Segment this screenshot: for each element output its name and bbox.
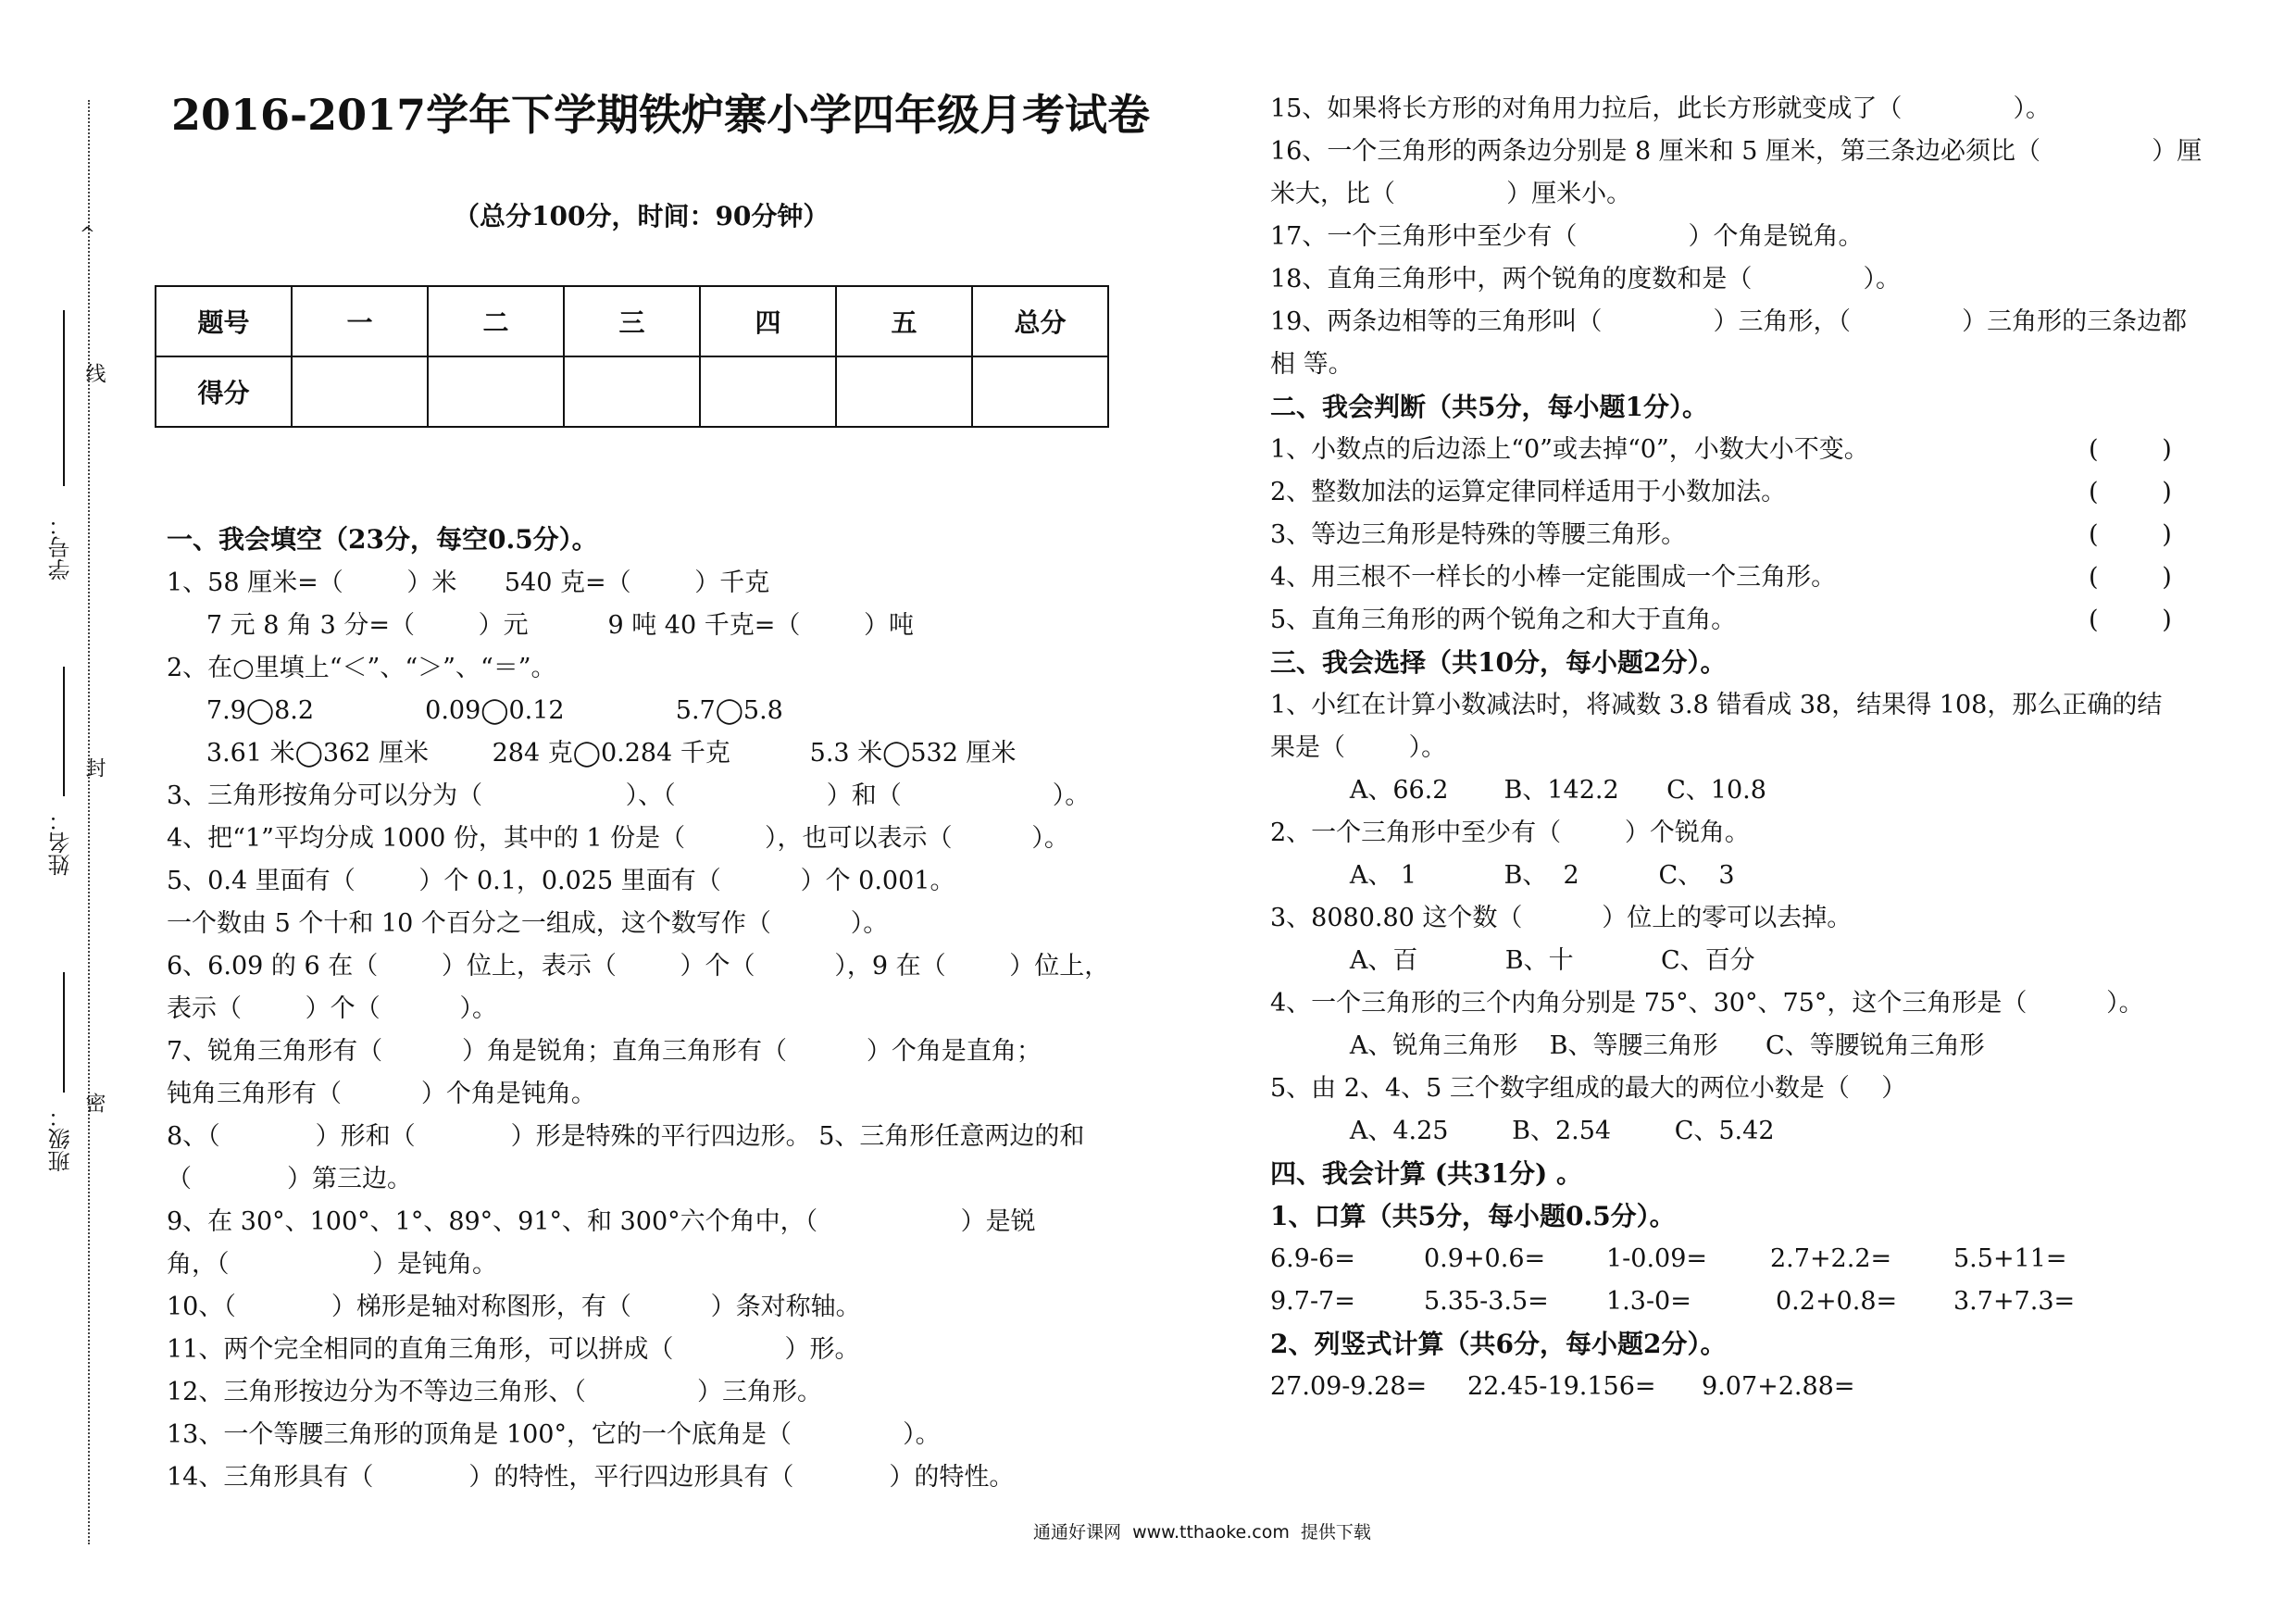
oral-calc-item: 1.3-0= [1606, 1287, 1691, 1316]
judge-item: 1、小数点的后边添上“0”或去掉“0”，小数大小不变。 [1270, 435, 1869, 464]
score-cell: 二 [428, 286, 564, 356]
vertical-calc-item: 22.45-19.156= [1467, 1372, 1656, 1401]
question-line: （ ）第三边。 [167, 1165, 412, 1193]
vertical-calc-item: 9.07+2.88= [1702, 1372, 1855, 1401]
question-line: 9、在 30°、100°、1°、89°、91°、和 300°六个角中，（ ）是锐 [167, 1207, 1036, 1236]
question-line: 7 元 8 角 3 分=（ ）元 9 吨 40 千克=（ ）吨 [167, 611, 915, 640]
question-line: 14、三角形具有（ ）的特性，平行四边形具有（ ）的特性。 [167, 1463, 1015, 1492]
choice-options: A、百 B、十 C、百分 [1270, 946, 1755, 975]
question-line: 钝角三角形有（ ）个角是钝角。 [167, 1080, 596, 1108]
question-line: 3.61 米◯362 厘米 284 克◯0.284 千克 5.3 米◯532 厘米 [167, 739, 1017, 768]
question-line: 4、一个三角形的三个内角分别是 75°、30°、75°，这个三角形是（ ）。 [1270, 989, 2144, 1018]
name-blank[interactable] [63, 667, 65, 796]
score-input-cell[interactable] [564, 356, 700, 427]
footer-source: 通通好课网 www.tthaoke.com 提供下载 [1033, 1522, 1371, 1543]
oral-calc-item: 2.7+2.2= [1770, 1244, 1892, 1273]
judge-item: 5、直角三角形的两个锐角之和大于直角。 [1270, 606, 1737, 634]
margin-arrow: ^ [80, 222, 95, 244]
student-id-label: 学号： [48, 514, 74, 581]
oral-calc-item: 1-0.09= [1606, 1244, 1708, 1273]
question-line: 1、58 厘米=（ ）米 540 克=（ ）千克 [167, 568, 770, 597]
question-line: 果是（ ）。 [1270, 733, 1447, 762]
question-line: 13、一个等腰三角形的顶角是 100°，它的一个底角是（ ）。 [167, 1420, 941, 1449]
question-line: 3、8080.80 这个数（ ）位上的零可以去掉。 [1270, 904, 1853, 932]
question-line: 17、一个三角形中至少有（ ）个角是锐角。 [1270, 222, 1864, 251]
question-line: 米大，比（ ）厘米小。 [1270, 180, 1632, 208]
answer-paren[interactable]: ( ) [2089, 478, 2172, 506]
question-line: 一个数由 5 个十和 10 个百分之一组成，这个数写作（ ）。 [167, 909, 889, 938]
choice-options: A、 1 B、 2 C、 3 [1270, 861, 1735, 890]
score-table-header-row [156, 286, 1108, 356]
section4-heading: 四、我会计算 (共31分) 。 [1270, 1158, 1582, 1189]
oral-calc-item: 3.7+7.3= [1953, 1287, 2076, 1316]
score-cell: 一 [292, 286, 428, 356]
margin-word-feng: 封 [82, 757, 106, 778]
vertical-calc-heading: 2、列竖式计算（共6分，每小题2分）。 [1270, 1329, 1727, 1359]
question-line: 3、三角形按角分可以分为（ ）、（ ）和（ ）。 [167, 781, 1091, 810]
answer-paren[interactable]: ( ) [2089, 606, 2172, 634]
score-cell: 五 [836, 286, 972, 356]
question-line: 7、锐角三角形有（ ）角是锐角；直角三角形有（ ）个角是直角； [167, 1037, 1042, 1066]
score-input-cell[interactable] [292, 356, 428, 427]
question-line: 表示（ ）个（ ）。 [167, 994, 497, 1023]
class-blank[interactable] [63, 972, 65, 1093]
question-line: 15、如果将长方形的对角用力拉后，此长方形就变成了（ ）。 [1270, 94, 2052, 123]
question-line: 5、0.4 里面有（ ）个 0.1，0.025 里面有（ ）个 0.001。 [167, 867, 955, 895]
oral-calc-heading: 1、口算（共5分，每小题0.5分）。 [1270, 1201, 1676, 1231]
score-cell: 题号 [156, 286, 292, 356]
question-line: 2、一个三角形中至少有（ ）个锐角。 [1270, 818, 1750, 847]
question-line: 1、小红在计算小数减法时，将减数 3.8 错看成 38，结果得 108，那么正确的结 [1270, 691, 2163, 719]
section3-heading: 三、我会选择（共10分，每小题2分）。 [1270, 647, 1727, 678]
question-line: 相 等。 [1270, 350, 1354, 379]
judge-item: 3、等边三角形是特殊的等腰三角形。 [1270, 520, 1687, 549]
score-cell: 四 [700, 286, 836, 356]
question-line: 11、两个完全相同的直角三角形，可以拼成（ ）形。 [167, 1335, 860, 1364]
binding-dotted-line [88, 100, 90, 1544]
choice-options: A、锐角三角形 B、等腰三角形 C、等腰锐角三角形 [1270, 1031, 1985, 1060]
section1-heading: 一、我会填空（23分，每空0.5分）。 [167, 524, 598, 555]
oral-calc-item: 5.5+11= [1953, 1244, 2067, 1273]
oral-calc-item: 9.7-7= [1270, 1287, 1355, 1316]
judge-item: 2、整数加法的运算定律同样适用于小数加法。 [1270, 478, 1787, 506]
choice-options: A、66.2 B、142.2 C、10.8 [1270, 776, 1766, 805]
student-id-blank[interactable] [63, 310, 65, 486]
question-line: 5、由 2、4、5 三个数字组成的最大的两位小数是（ ） [1270, 1074, 1907, 1103]
oral-calc-item: 0.9+0.6= [1424, 1244, 1546, 1273]
choice-options: A、4.25 B、2.54 C、5.42 [1270, 1117, 1775, 1145]
question-line: 4、把“1”平均分成 1000 份，其中的 1 份是（ ），也可以表示（ ）。 [167, 824, 1069, 853]
margin-word-mi: 密 [82, 1093, 106, 1113]
exam-title: 2016-2017学年下学期铁炉寨小学四年级月考试卷 [171, 90, 1151, 140]
question-line: 10、（ ）梯形是轴对称图形，有（ ）条对称轴。 [167, 1293, 861, 1321]
judge-item: 4、用三根不一样长的小棒一定能围成一个三角形。 [1270, 563, 1837, 592]
score-table-score-row [156, 356, 1108, 427]
answer-paren[interactable]: ( ) [2089, 563, 2172, 592]
question-line: 18、直角三角形中，两个锐角的度数和是（ ）。 [1270, 265, 1902, 294]
section2-heading: 二、我会判断（共5分，每小题1分）。 [1270, 392, 1708, 422]
answer-paren[interactable]: ( ) [2089, 520, 2172, 549]
score-cell: 得分 [156, 356, 292, 427]
question-line: 2、在○里填上“＜”、“＞”、“＝”。 [167, 654, 556, 682]
score-cell: 三 [564, 286, 700, 356]
question-line: 19、两条边相等的三角形叫（ ）三角形，（ ）三角形的三条边都 [1270, 307, 2188, 336]
score-table [155, 285, 1109, 428]
oral-calc-item: 0.2+0.8= [1776, 1287, 1898, 1316]
question-line: 16、一个三角形的两条边分别是 8 厘米和 5 厘米，第三条边必须比（ ）厘 [1270, 137, 2202, 166]
question-line: 7.9◯8.2 0.09◯0.12 5.7◯5.8 [167, 696, 783, 725]
question-line: 12、三角形按边分为不等边三角形、（ ）三角形。 [167, 1378, 823, 1406]
score-cell: 总分 [972, 286, 1108, 356]
question-line: 8、（ ）形和（ ）形是特殊的平行四边形。 5、三角形任意两边的和 [167, 1122, 1085, 1151]
score-input-cell[interactable] [972, 356, 1108, 427]
question-line: 6、6.09 的 6 在（ ）位上，表示（ ）个（ ），9 在（ ）位上， [167, 952, 1110, 981]
class-label: 班级： [48, 1106, 74, 1172]
name-label: 姓名： [48, 809, 74, 876]
score-input-cell[interactable] [428, 356, 564, 427]
exam-subtitle: （总分100分，时间：90分钟） [454, 201, 830, 231]
score-input-cell[interactable] [836, 356, 972, 427]
oral-calc-item: 5.35-3.5= [1424, 1287, 1549, 1316]
oral-calc-item: 6.9-6= [1270, 1244, 1355, 1273]
answer-paren[interactable]: ( ) [2089, 435, 2172, 464]
score-input-cell[interactable] [700, 356, 836, 427]
margin-word-xian: 线 [82, 363, 106, 383]
question-line: 角，（ ）是钝角。 [167, 1250, 497, 1279]
vertical-calc-item: 27.09-9.28= [1270, 1372, 1428, 1401]
